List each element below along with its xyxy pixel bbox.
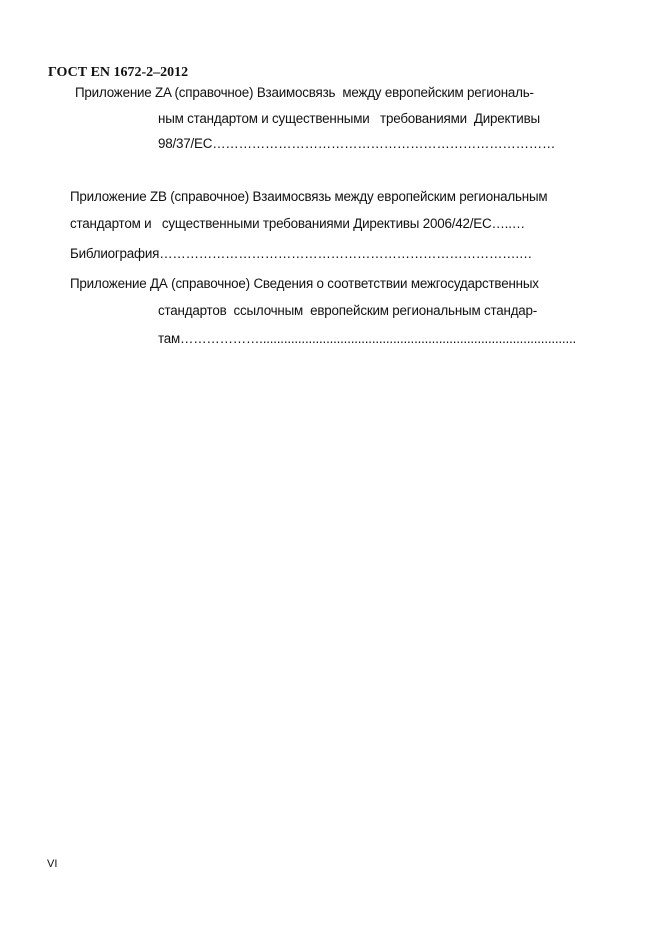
toc-entry-zb-line-2: стандартом и существенными требованиями Директивы 2006/42/ЕС…..… — [70, 216, 525, 231]
toc-entry-da-line-2: стандартов ссылочным европейским региональным стандар- — [158, 303, 538, 318]
toc-entry-da-line-1: Приложение ДА (справочное) Сведения о соответствии межгосударственных — [70, 276, 539, 291]
toc-entry-za-line-1: Приложение ZA (справочное) Взаимосвязь между европейским региональ- — [75, 85, 534, 100]
document-header-code: ГОСТ EN 1672-2–2012 — [48, 65, 189, 80]
toc-entry-za-line-2: ным стандартом и существенными требованиями Директивы — [158, 111, 540, 126]
toc-entry-bibliography-line: Библиография……………………………………………………………………….… — [70, 246, 533, 261]
page-number: VI — [47, 858, 58, 870]
toc-entry-zb-line-1: Приложение ZB (справочное) Взаимосвязь между европейским региональным — [70, 189, 548, 204]
toc-entry-za-line-3: 98/37/ЕС…………………………………………………………………… — [158, 136, 556, 151]
toc-entry-da-line-3: там……………….......................................................................................... — [158, 331, 577, 346]
